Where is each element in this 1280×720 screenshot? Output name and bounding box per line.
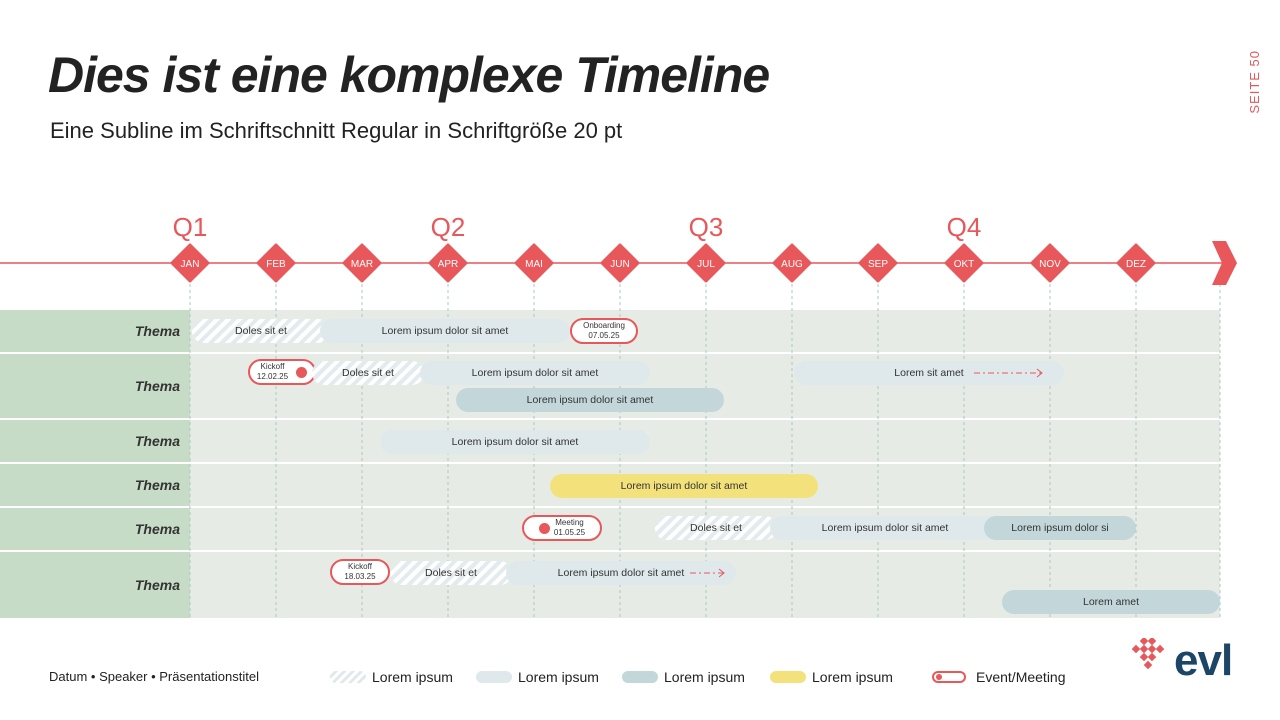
month-marker-jan <box>172 245 208 281</box>
bar-mid[interactable] <box>1002 590 1220 614</box>
bar-yellow[interactable] <box>550 474 818 498</box>
event-dot-icon <box>539 523 550 534</box>
row-label: Thema <box>134 477 180 493</box>
event-title: Meeting <box>555 518 584 527</box>
bar-label: Lorem ipsum dolor sit amet <box>821 522 949 534</box>
month-marker-okt <box>946 245 982 281</box>
month-marker-apr <box>430 245 466 281</box>
page-number: SEITE 50 <box>1247 50 1262 114</box>
quarter-label: Q4 <box>946 212 982 242</box>
bar-hatched[interactable] <box>390 561 512 585</box>
bar-light[interactable] <box>420 361 650 385</box>
row-label: Thema <box>134 521 180 537</box>
bar-light[interactable] <box>320 319 570 343</box>
bar-label: Lorem ipsum dolor sit amet <box>451 436 579 448</box>
bar-hatched[interactable] <box>655 516 777 540</box>
row-label: Thema <box>134 577 180 593</box>
bar-label: Doles sit et <box>235 325 287 337</box>
bar-light[interactable] <box>380 430 650 454</box>
legend-item-event <box>932 669 1066 685</box>
quarter-label: Q3 <box>688 212 724 242</box>
legend-swatch <box>476 671 512 683</box>
event-text <box>257 362 288 382</box>
bar-label: Doles sit et <box>690 522 742 534</box>
month-label: DEZ <box>1126 259 1146 270</box>
legend-item-yellow <box>770 669 893 685</box>
month-label: JUL <box>697 259 715 270</box>
footer-info: Datum • Speaker • Präsentationstitel <box>49 669 259 684</box>
legend-label: Lorem ipsum <box>812 669 893 685</box>
month-label: MAI <box>525 259 543 270</box>
event-text <box>344 562 375 582</box>
event-marker[interactable] <box>522 515 602 541</box>
month-marker-jun <box>602 245 638 281</box>
row-label: Thema <box>134 378 180 394</box>
bar-label: Lorem ipsum dolor sit amet <box>526 394 654 406</box>
legend-item-light <box>476 669 599 685</box>
event-dot-icon <box>296 367 307 378</box>
event-marker[interactable] <box>570 318 638 344</box>
event-date: 01.05.25 <box>553 528 586 537</box>
bar-label: Lorem ipsum dolor sit amet <box>381 325 509 337</box>
month-label: JUN <box>610 259 630 270</box>
bar-label: Lorem ipsum dolor sit amet <box>471 367 599 379</box>
bar-label: Lorem ipsum dolor si <box>1011 522 1109 534</box>
legend-item-hatched <box>330 669 453 685</box>
event-text <box>583 321 625 341</box>
dashed-arrow-icon <box>974 367 1048 379</box>
bar-label: Lorem ipsum dolor sit amet <box>620 480 748 492</box>
month-label: AUG <box>781 259 803 270</box>
event-date: 07.05.25 <box>588 331 620 340</box>
legend-swatch <box>770 671 806 683</box>
bar-light[interactable] <box>770 516 1000 540</box>
bar-label: Doles sit et <box>425 567 477 579</box>
event-date: 12.02.25 <box>256 372 289 381</box>
bar-mid[interactable] <box>456 388 724 412</box>
legend-item-mid <box>622 669 745 685</box>
event-marker[interactable] <box>330 559 390 585</box>
row-bg <box>190 420 1220 462</box>
quarter-labels <box>173 212 982 242</box>
legend-swatch <box>622 671 658 683</box>
month-label: FEB <box>266 259 286 270</box>
event-dot-icon <box>936 674 942 680</box>
month-label: MAR <box>350 259 374 270</box>
event-title: Onboarding <box>583 321 625 330</box>
month-label: OKT <box>953 259 975 270</box>
dashed-arrow-icon <box>690 567 730 579</box>
quarter-label: Q1 <box>172 212 208 242</box>
logo-mark-icon <box>1126 638 1170 672</box>
bar-hatched[interactable] <box>192 319 330 343</box>
legend-label: Lorem ipsum <box>372 669 453 685</box>
legend-swatch <box>330 671 366 683</box>
month-label: SEP <box>867 259 889 270</box>
slide-subtitle: Eine Subline im Schriftschnitt Regular in Schriftgröße 20 pt <box>50 118 623 143</box>
month-marker-nov <box>1032 245 1068 281</box>
event-title: Kickoff <box>260 362 285 371</box>
legend-label: Lorem ipsum <box>664 669 745 685</box>
bar-hatched[interactable] <box>312 361 424 385</box>
month-marker-dez <box>1118 245 1154 281</box>
bar-mid[interactable] <box>984 516 1136 540</box>
event-date: 18.03.25 <box>344 572 376 581</box>
bar-label: Lorem ipsum dolor sit amet <box>557 567 685 579</box>
legend-label: Event/Meeting <box>976 669 1066 685</box>
event-title: Kickoff <box>348 562 372 571</box>
month-label: NOV <box>1039 259 1061 270</box>
bar-label: Lorem amet <box>1082 596 1140 608</box>
legend-label: Lorem ipsum <box>518 669 599 685</box>
month-marker-mai <box>516 245 552 281</box>
quarter-label: Q2 <box>430 212 466 242</box>
bar-label: Doles sit et <box>342 367 394 379</box>
month-marker-aug <box>774 245 810 281</box>
row-label: Thema <box>134 433 180 449</box>
slide-title: Dies ist eine komplexe Timeline <box>48 47 770 103</box>
event-text <box>554 518 585 538</box>
month-label: APR <box>437 259 459 270</box>
month-label: JAN <box>180 259 200 270</box>
month-marker-jul <box>688 245 724 281</box>
event-marker[interactable] <box>248 359 316 385</box>
logo-text: evl <box>1174 636 1233 685</box>
legend-swatch <box>932 671 966 683</box>
month-marker-sep <box>860 245 896 281</box>
month-marker-mar <box>344 245 380 281</box>
row-label: Thema <box>134 323 180 339</box>
bar-label: Lorem sit amet <box>894 367 964 379</box>
month-marker-feb <box>258 245 294 281</box>
